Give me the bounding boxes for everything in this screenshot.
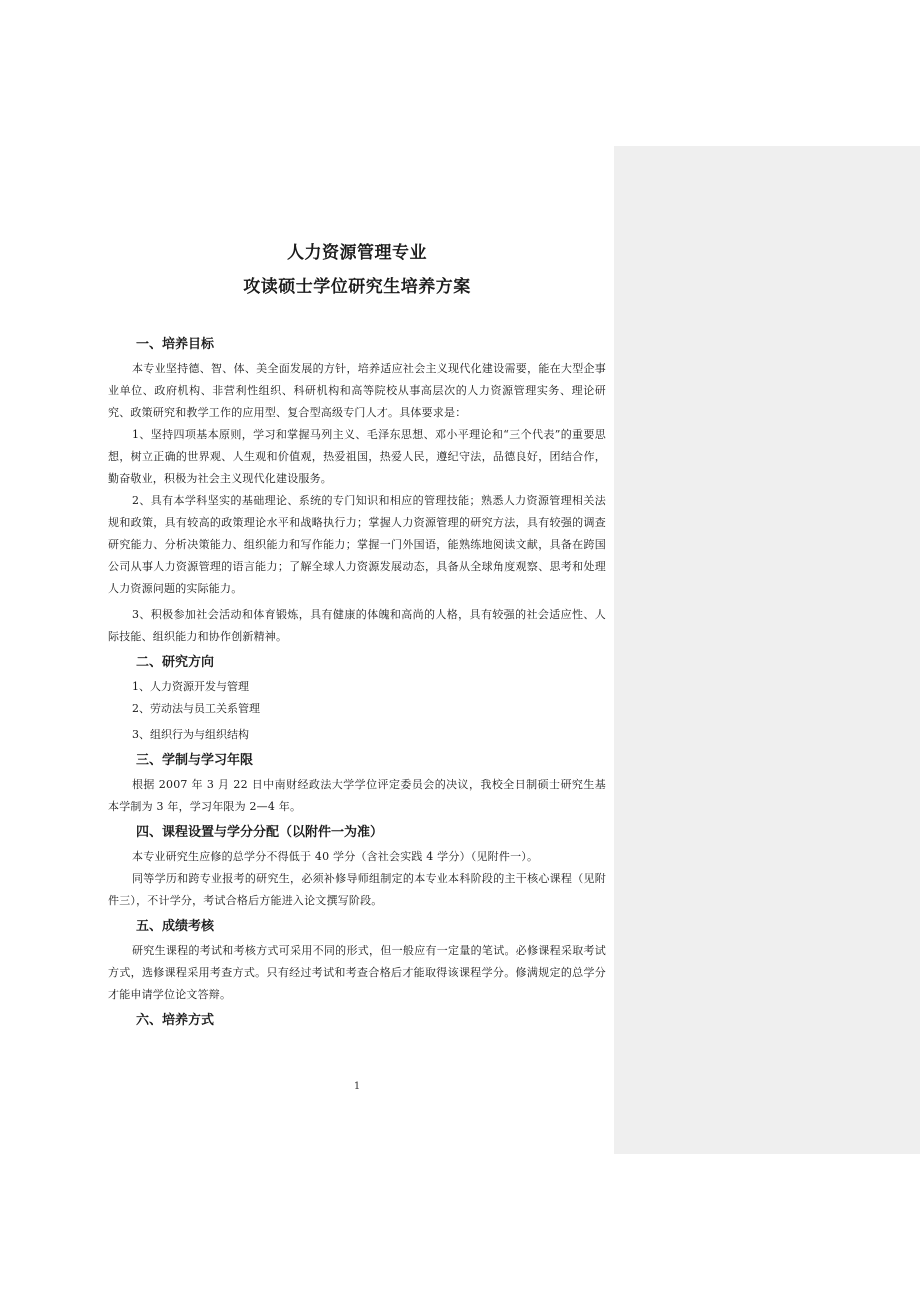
- assessment-paragraph: 研究生课程的考试和考核方式可采用不同的形式，但一般应有一定量的笔试。必修课程采取考试方式，选修课程采用考查方式。只有经过考试和考查合格后才能取得该课程学分。修满规定的总学分才能申请学位论文答辩。: [108, 944, 606, 1001]
- section-heading-research-directions: 二、研究方向: [136, 655, 215, 670]
- courses-credit-paragraph: 本专业研究生应修的总学分不得低于 40 学分（含社会实践 4 学分）（见附件一）。: [132, 850, 539, 863]
- goals-requirement-3: 3、积极参加社会活动和体育锻炼，具有健康的体魄和高尚的人格，具有较强的社会适应性、人际技能、组织能力和协作创新精神。: [108, 608, 606, 643]
- document-page: [108, 236, 606, 1034]
- goals-intro-paragraph: 本专业坚持德、智、体、美全面发展的方针，培养适应社会主义现代化建设需要，能在大型企事业单位、政府机构、非营利性组织、科研机构和高等院校从事高层次的人力资源管理实务、理论研究、政策研究和教学工作的应用型、复合型高级专门人才。具体要求是：: [108, 362, 606, 419]
- document-title-line2: 攻读硕士学位研究生培养方案: [243, 277, 471, 297]
- section-heading-courses: 四、课程设置与学分分配（以附件一为准）: [136, 825, 384, 840]
- section-heading-assessment: 五、成绩考核: [136, 919, 215, 934]
- section-heading-goals: 一、培养目标: [136, 337, 215, 352]
- goals-requirement-1: 1、坚持四项基本原则，学习和掌握马列主义、毛泽东思想、邓小平理论和“三个代表”的重要思想，树立正确的世界观、人生观和价值观，热爱祖国，热爱人民，遵纪守法，品德良好，团结合作，勤奋敬业，积极为社会主义现代化建设服务。: [108, 428, 606, 485]
- section-heading-schooling: 三、学制与学习年限: [136, 753, 254, 768]
- page-number: 1: [353, 1081, 361, 1092]
- document-title-line1: 人力资源管理专业: [287, 243, 427, 263]
- research-direction-item: 3、组织行为与组织结构: [132, 728, 249, 741]
- research-direction-item: 2、劳动法与员工关系管理: [132, 702, 260, 715]
- section-heading-training-mode: 六、培养方式: [136, 1013, 215, 1028]
- goals-requirement-2: 2、具有本学科坚实的基础理论、系统的专门知识和相应的管理技能；熟悉人力资源管理相关法规和政策，具有较高的政策理论水平和战略执行力；掌握人力资源管理的研究方法，具有较强的调查研究能力、分析决策能力、组织能力和写作能力；掌握一门外国语，能熟练地阅读文献，具备在跨国公司从事人力资源管理的语言能力；了解全球人力资源发展动态，具备从全球角度观察、思考和处理人力资源问题的实际能力。: [108, 494, 606, 595]
- schooling-paragraph: 根据 2007 年 3 月 22 日中南财经政法大学学位评定委员会的决议，我校全日制硕士研究生基本学制为 3 年，学习年限为 2—4 年。: [108, 778, 606, 813]
- research-direction-item: 1、人力资源开发与管理: [132, 680, 249, 693]
- courses-makeup-paragraph: 同等学历和跨专业报考的研究生，必须补修导师组制定的本专业本科阶段的主干核心课程（见附件三），不计学分，考试合格后方能进入论文撰写阶段。: [108, 872, 606, 907]
- comment-pane: [614, 146, 920, 1154]
